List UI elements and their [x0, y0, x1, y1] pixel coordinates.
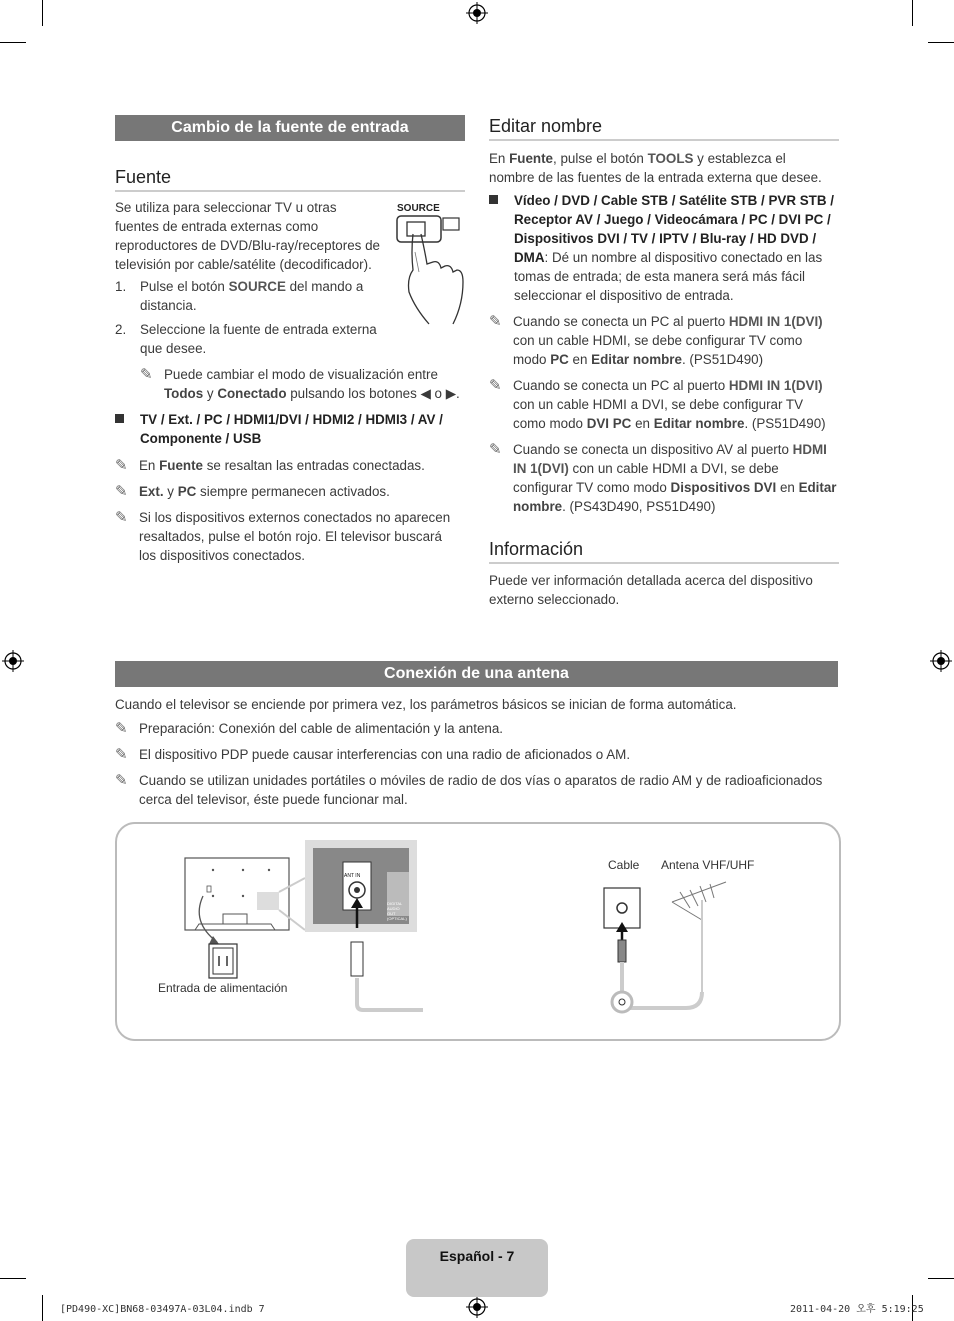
- text: en: [776, 480, 799, 495]
- bullet-text: TV / Ext. / PC / HDMI1/DVI / HDMI2 / HDMI3 / AV / Componente / USB: [140, 412, 443, 446]
- pencil-note-icon: ✎: [115, 746, 128, 763]
- text: en: [631, 416, 654, 431]
- pencil-note-icon: ✎: [115, 483, 128, 500]
- bullet-bold-list: Vídeo / DVD / Cable STB / Satélite STB / PVR STB / Receptor AV / Juego / Videocámara / PC / DVI PC / Dispositivos DVI / TV / IPTV / Blu-ray / HD DVD / DMA: [514, 193, 834, 265]
- pencil-note-icon: ✎: [115, 772, 128, 789]
- heading-fuente: Fuente: [115, 168, 465, 192]
- step-number: 1.: [115, 279, 127, 294]
- note-text: En: [139, 458, 160, 473]
- fuente-intro: Se utiliza para seleccionar TV u otras fuentes de entrada externas como reproductores de DVD/Blu-ray/receptores de televisión por cable/satélite (decodificador).: [115, 200, 380, 272]
- step-text: Pulse el botón: [140, 279, 229, 294]
- bullet-text: : Dé un nombre al dispositivo conectado en las tomas de entrada; de esta manera será más fácil seleccionar el dispositivo de entrada.: [514, 250, 823, 303]
- pencil-note-icon: ✎: [489, 313, 502, 330]
- mode-todos: Todos: [164, 386, 204, 401]
- step-number: 2.: [115, 322, 127, 337]
- text: . (PS43D490, PS51D490): [562, 499, 716, 514]
- note-text: Puede cambiar el modo de visualización entre: [164, 367, 438, 382]
- square-bullet-icon: [489, 195, 498, 204]
- fuente-bold: Fuente: [159, 458, 204, 473]
- antenna-intro: Cuando el televisor se enciende por primera vez, los parámetros básicos se inician de forma automática.: [115, 697, 737, 712]
- ant-in-port-label: ANT IN: [344, 873, 361, 879]
- text: Cuando se conecta un dispositivo AV al puerto: [513, 442, 793, 457]
- note-text: Si los dispositivos externos conectados no aparecen resaltados, pulse el botón rojo. El televisor buscará los dispositivos conectados.: [139, 510, 451, 563]
- bullet-source-list: [115, 410, 460, 448]
- pencil-note-icon: ✎: [140, 366, 153, 383]
- crop-mark: [928, 42, 954, 43]
- editar-intro: [489, 149, 834, 187]
- note-text: El dispositivo PDP puede causar interferencias con una radio de aficionados o AM.: [139, 747, 631, 762]
- port-name: HDMI IN 1(DVI): [728, 314, 823, 329]
- menu-name: Editar nombre: [591, 352, 682, 367]
- step-2: [115, 320, 380, 358]
- pc-bold: PC: [177, 484, 197, 499]
- info-text: Puede ver información detallada acerca del dispositivo externo seleccionado.: [489, 573, 813, 607]
- optical-port-label: DIGITAL AUDIO OUT (OPTICAL): [387, 901, 407, 921]
- port-name: HDMI IN 1(DVI): [728, 378, 823, 393]
- menu-name: Editar nombre: [653, 416, 745, 431]
- pencil-note-icon: ✎: [115, 509, 128, 526]
- antenna-label: Antena VHF/UHF: [661, 858, 755, 872]
- text: y establezca el nombre de las fuentes de la entrada externa que desee.: [489, 151, 822, 185]
- note-text: y: [163, 484, 178, 499]
- step-text: Seleccione la fuente de entrada externa que desee.: [140, 322, 377, 356]
- print-slug-right: 2011-04-20 오후 5:19:25: [790, 1304, 924, 1315]
- registration-mark-icon: [466, 2, 488, 24]
- mode-name: Dispositivos DVI: [670, 480, 777, 495]
- heading-informacion: Información: [489, 540, 839, 564]
- crop-mark: [912, 0, 913, 26]
- mode-name: DVI PC: [586, 416, 632, 431]
- note-text: Cuando se utilizan unidades portátiles o móviles de radio de dos vías o aparatos de radio AM y de radioaficionados cerca del televisor, éste puede funcionar mal.: [139, 773, 823, 807]
- note-text: y: [203, 386, 218, 401]
- print-slug-left: [PD490-XC]BN68-03497A-03L04.indb 7: [60, 1304, 265, 1315]
- pencil-note-icon: ✎: [489, 377, 502, 394]
- crop-mark: [0, 1278, 26, 1279]
- square-bullet-icon: [115, 414, 124, 423]
- text: En: [489, 151, 510, 166]
- text: con un cable HDMI a DVI, se debe configurar TV como modo: [513, 397, 804, 431]
- hand-pressing-remote-icon: [393, 212, 473, 332]
- crop-mark: [42, 0, 43, 26]
- registration-mark-icon: [2, 650, 24, 672]
- pencil-note-icon: ✎: [115, 457, 128, 474]
- mode-conectado: Conectado: [217, 386, 287, 401]
- text: . (PS51D490): [681, 352, 764, 367]
- bullet-name-list: [489, 191, 834, 305]
- text: con un cable HDMI, se debe configurar TV como modo: [513, 333, 803, 367]
- text: en: [568, 352, 592, 367]
- power-input-label: Entrada de alimentación: [158, 981, 288, 995]
- mode-name: PC: [550, 352, 569, 367]
- registration-mark-icon: [466, 1296, 488, 1318]
- heading-editar-nombre: Editar nombre: [489, 117, 839, 141]
- fuente-bold: Fuente: [509, 151, 554, 166]
- crop-mark: [0, 42, 26, 43]
- text: . (PS51D490): [744, 416, 826, 431]
- remote-source-label: SOURCE: [397, 203, 440, 214]
- section-bar-input-source: Cambio de la fuente de entrada: [115, 115, 465, 141]
- registration-mark-icon: [930, 650, 952, 672]
- note-text: siempre permanecen activados.: [196, 484, 390, 499]
- antenna-cable-illustration: [350, 880, 770, 1020]
- crop-mark: [928, 1278, 954, 1279]
- pencil-note-icon: ✎: [489, 441, 502, 458]
- cable-label: Cable: [608, 858, 640, 872]
- crop-mark: [42, 1295, 43, 1321]
- step-text: del mando a distancia.: [140, 279, 364, 313]
- step-1: [115, 277, 380, 315]
- note-text: Preparación: Conexión del cable de alimentación y la antena.: [139, 721, 504, 736]
- note-text: se resaltan las entradas conectadas.: [203, 458, 425, 473]
- pencil-note-icon: ✎: [115, 720, 128, 737]
- note-text: pulsando los botones ◀ o ▶.: [286, 386, 460, 401]
- ext-bold: Ext.: [139, 484, 164, 499]
- tools-button-name: TOOLS: [647, 151, 694, 166]
- text: Cuando se conecta un PC al puerto: [513, 314, 729, 329]
- page-number-tab: Español - 7: [406, 1239, 548, 1297]
- text: , pulse el botón: [553, 151, 648, 166]
- section-bar-antenna: Conexión de una antena: [115, 661, 838, 687]
- source-button-name: SOURCE: [228, 279, 286, 294]
- port-name: HDMI IN 1(DVI): [513, 442, 827, 476]
- text: Cuando se conecta un PC al puerto: [513, 378, 729, 393]
- text: con un cable HDMI a DVI, se debe configurar TV como modo: [513, 461, 779, 495]
- menu-name: Editar nombre: [513, 480, 837, 514]
